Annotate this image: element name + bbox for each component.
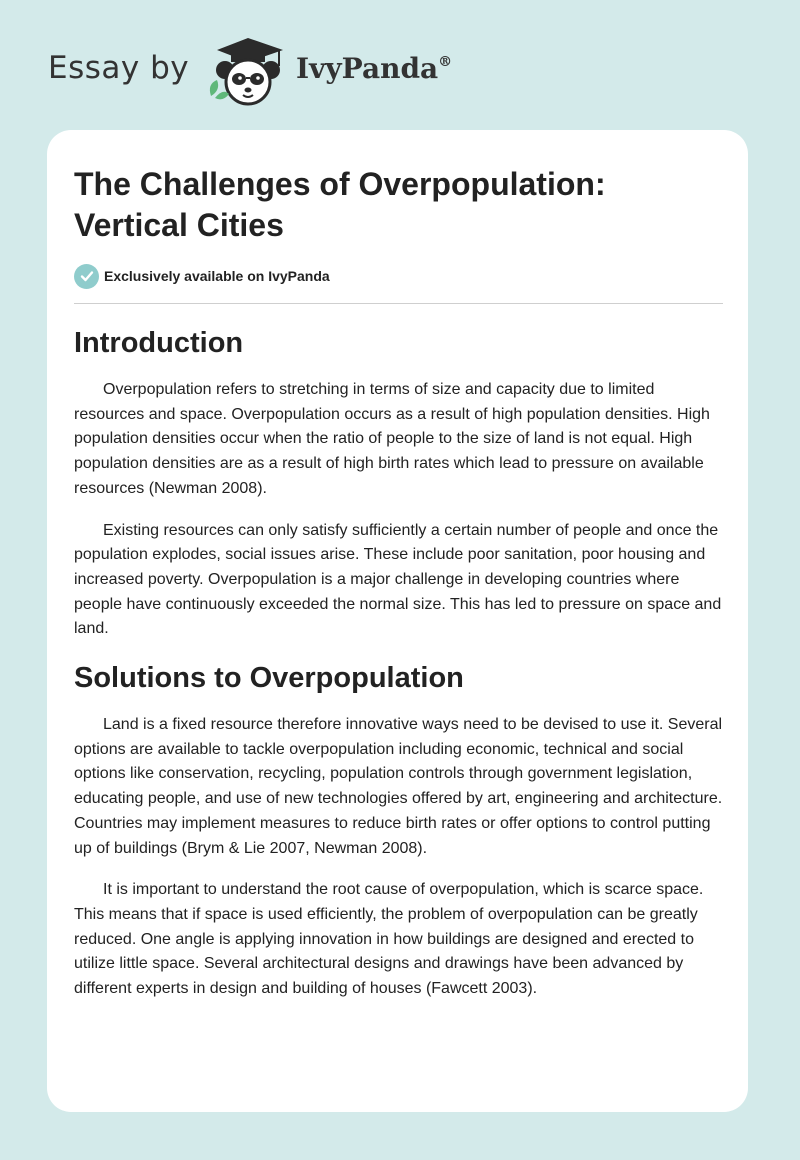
panda-graduate-icon[interactable] [203,36,293,108]
page-title: The Challenges of Overpopulation: Vertical Cities [74,166,606,243]
essay-body [74,325,726,1002]
brand-name-text: IvyPanda [296,52,439,85]
paragraph: It is important to understand the root cause of overpopulation, which is scarce space. This means that if space is used efficiently, the problem of overpopulation can be greatly reduced. One angle is applying innovation in how buildings are designed and erected to utilize little space. Several architectural designs and drawings have been advanced by different experts in design and building of houses (Fawcett 2003). [74,881,704,998]
essay-card [47,130,748,1112]
divider [74,303,723,304]
brand-name[interactable] [296,52,452,85]
exclusive-badge [74,263,330,289]
site-header [0,0,800,120]
section-heading-solutions: Solutions to Overpopulation [74,662,464,695]
paragraph: Existing resources can only satisfy sufficiently a certain number of people and once the population explodes, social issues arise. These include poor sanitation, poor housing and increased poverty. Overpopulation is a major challenge in developing countries where people have continuously exceeded the normal size. This has led to pressure on space and land. [74,521,722,638]
check-icon [74,264,99,289]
brand-prefix: Essay by [48,50,190,86]
paragraph: Land is a fixed resource therefore innovative ways need to be devised to use it. Several options are available to tackle overpopulation including economic, technical and social options like conservation, recycling, population controls through government legislation, educating people, and use of new technologies offered by art, engineering and architecture. Countries may implement measures to reduce birth rates or offer options to control putting up of buildings (Brym & Lie 2007, Newman 2008). [74,716,723,857]
section-heading-introduction: Introduction [74,327,244,359]
registered-mark: ® [438,53,453,70]
badge-label: Exclusively available on IvyPanda [104,268,330,284]
paragraph: Overpopulation refers to stretching in terms of size and capacity due to limited resources and space. Overpopulation occurs as a result of high population densities. High population densities occur when the ratio of people to the size of land is not equal. High population densities are as a result of high birth rates which lead to pressure on available resources (Newman 2008). [74,381,710,497]
